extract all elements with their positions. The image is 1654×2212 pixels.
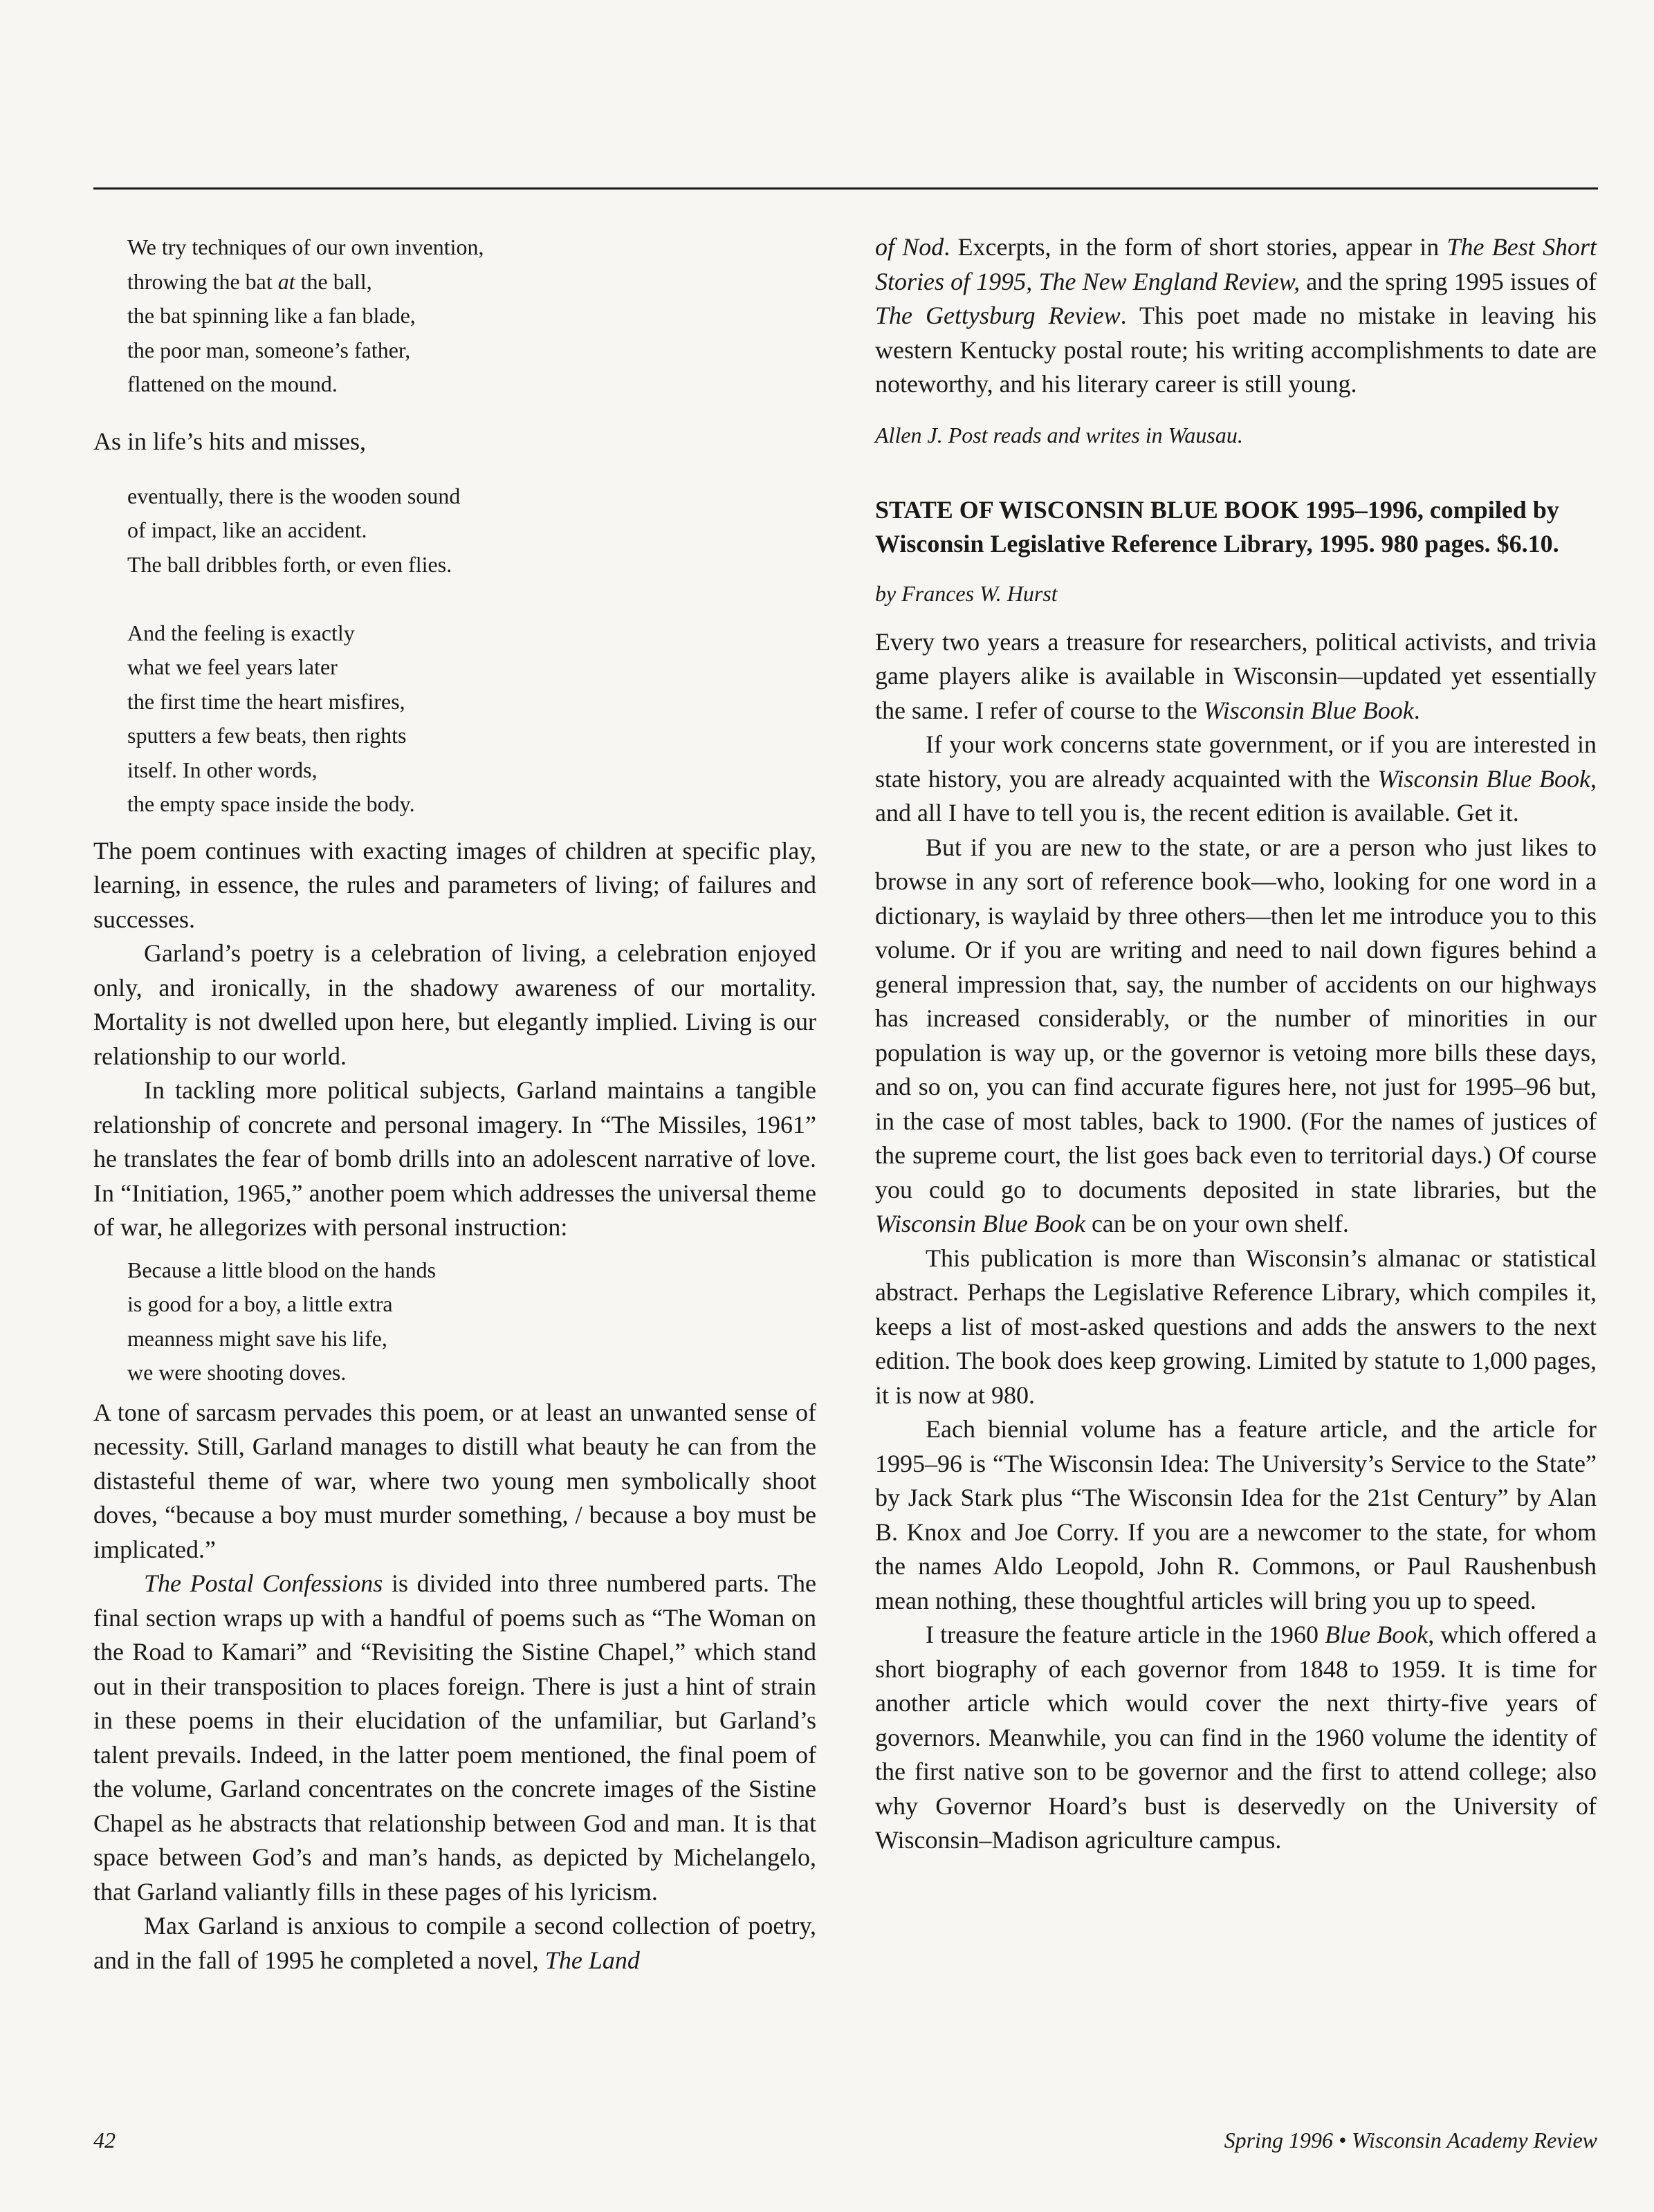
paragraph: A tone of sarcasm pervades this poem, or at least an unwanted sense of necessity. Still, Garland manages to distill what beauty he can from the distasteful theme of war, where two young men symbolically shoot doves, “because a boy must murder something, / because a boy must be implicated.” — [93, 1398, 816, 1563]
top-rule — [93, 187, 1598, 190]
poem-line: the bat spinning like a fan blade, — [127, 303, 416, 328]
paragraph: The poem continues with exacting images of children at specific play, learning, in essence, the rules and parameters of living; of failures and successes. — [93, 836, 816, 933]
running-footer: Spring 1996 • Wisconsin Academy Review — [1224, 2128, 1597, 2153]
review-conclusion — [875, 230, 1597, 402]
paragraph: This publication is more than Wisconsin’s almanac or statistical abstract. Perhaps the Legislative Reference Library, which compiles it, keeps a list of most-asked questions and adds the answers to the next edition. The book does keep growing. Limited by statute to 1,000 pages, it is now at 980. — [875, 1244, 1597, 1409]
poem-line: Because a little blood on the hands — [127, 1257, 437, 1282]
poem-line: what we feel years later — [127, 654, 338, 679]
poem-line: And the feeling is exactly — [127, 620, 355, 645]
right-column — [875, 230, 1597, 1858]
poem-line: itself. In other words, — [127, 757, 318, 782]
paragraph: I treasure the feature article in the 1960 Blue Book, which offered a short biography of each governor from 1848 to 1959. It is time for another article which would cover the next thirty-five years of governors. Meanwhile, you can find in the 1960 volume the identity of the first native son to be governor and the first to attend college; also why Governor Hoard’s bust is deservedly on the University of Wisconsin–Madison agriculture campus. — [875, 1621, 1597, 1854]
left-column — [93, 230, 816, 1978]
poem-line: throwing the bat at the ball, — [127, 268, 372, 294]
paragraph: Every two years a treasure for researchers, political activists, and trivia game players alike is available in Wisconsin—updated yet essentially the same. I refer of course to the Wisconsin Blue Book. — [875, 627, 1597, 724]
reviewer-note: Allen J. Post reads and writes in Wausau. — [875, 422, 1243, 448]
paragraph: Garland’s poetry is a celebration of living, a celebration enjoyed only, and ironically, in the shadowy awareness of our mortality. Mortality is not dwelled upon here, but elegantly implied. Living is our relationship to our world. — [93, 939, 816, 1070]
review-headline: STATE OF WISCONSIN BLUE BOOK 1995–1996, compiled by Wisconsin Legislative Reference Library, 1995. 980 pages. $6.10. — [875, 495, 1559, 557]
poem-line: the empty space inside the body. — [127, 791, 415, 816]
poem-flush-line: As in life’s hits and misses, — [93, 427, 366, 455]
paragraph: If your work concerns state government, or if you are interested in state history, you are already acquainted with the Wisconsin Blue Book, and all I have to tell you is, the recent edition is available. Get it. — [875, 730, 1597, 827]
poem-line: is good for a boy, a little extra — [127, 1291, 393, 1316]
page-number: 42 — [93, 2128, 116, 2153]
poem-line: eventually, there is the wooden sound — [127, 483, 461, 508]
poem-line: of impact, like an accident. — [127, 517, 367, 542]
byline: by Frances W. Hurst — [875, 580, 1058, 606]
paragraph: Each biennial volume has a feature article, and the article for 1995–96 is “The Wisconsin Idea: The University’s Service to the State” by Jack Stark plus “The Wisconsin Idea for the 21st Century” by Alan B. Knox and Joe Corry. If you are a newcomer to the state, for whom the names Aldo Leopold, John R. Commons, or Paul Raushenbush mean nothing, these thoughtful articles will bring you up to speed. — [875, 1415, 1597, 1614]
review-prose-continued — [93, 1396, 816, 1978]
poem-stanza-quote — [93, 1253, 816, 1390]
review-body — [875, 625, 1597, 1858]
poem-stanza-2 — [93, 479, 816, 822]
poem-line: The ball dribbles forth, or even flies. — [127, 551, 452, 577]
poem-line: we were shooting doves. — [127, 1360, 347, 1385]
paragraph: In tackling more political subjects, Garland maintains a tangible relationship of concrete and personal imagery. In “The Missiles, 1961” he translates the fear of bomb drills into an adolescent narrative of love. In “Initiation, 1965,” another poem which addresses the universal theme of war, he allegorizes with personal instruction: — [93, 1076, 816, 1241]
paragraph: But if you are new to the state, or are a person who just likes to browse in any sort of reference book—who, looking for one word in a dictionary, is waylaid by three others—then let me introduce you to this volume. Or if you are writing and need to nail down figures behind a general impression that, say, the number of accidents on our highways has increased considerably, or the number of minorities in our population is way up, or the governor is vetoing more bills these days, and so on, you can find accurate figures here, not just for 1995–96 but, in the case of most tables, back to 1900. (For the names of justices of the supreme court, the list goes back even to territorial days.) Of course you could go to documents deposited in state libraries, but the Wisconsin Blue Book can be on your own shelf. — [875, 833, 1597, 1237]
poem-line: We try techniques of our own invention, — [127, 234, 484, 259]
poem-line: meanness might save his life, — [127, 1325, 387, 1351]
poem-stanza-1 — [93, 230, 816, 402]
poem-line: the poor man, someone’s father, — [127, 337, 411, 362]
paragraph: The Postal Confessions is divided into three numbered parts. The final section wraps up with a handful of poems such as “The Woman on the Road to Kamari” and “Revisiting the Sistine Chapel,” which stand out in their transposition to places foreign. There is just a hint of strain in these poems in their elucidation of the unfamiliar, but Garland’s talent prevails. Indeed, in the latter poem mentioned, the final poem of the volume, Garland concentrates on the concrete images of the Sistine Chapel as he abstracts that relationship between God and man. It is that space between God’s and man’s hands, as depicted by Michelangelo, that Garland valiantly fills in these pages of his lyricism. — [93, 1569, 816, 1906]
paragraph: of Nod. Excerpts, in the form of short stories, appear in The Best Short Stories of 1995, The New England Review, and the spring 1995 issues of The Gettysburg Review. This poet made no mistake in leaving his western Kentucky postal route; his writing accomplishments to date are noteworthy, and his literary career is still young. — [875, 233, 1597, 398]
poem-line: the first time the heart misfires, — [127, 688, 405, 714]
paragraph: Max Garland is anxious to compile a second collection of poetry, and in the fall of 1995 he completed a novel, The Land — [93, 1912, 816, 1974]
poem-line: flattened on the mound. — [127, 371, 338, 396]
review-prose — [93, 834, 816, 1245]
poem-line: sputters a few beats, then rights — [127, 723, 407, 748]
